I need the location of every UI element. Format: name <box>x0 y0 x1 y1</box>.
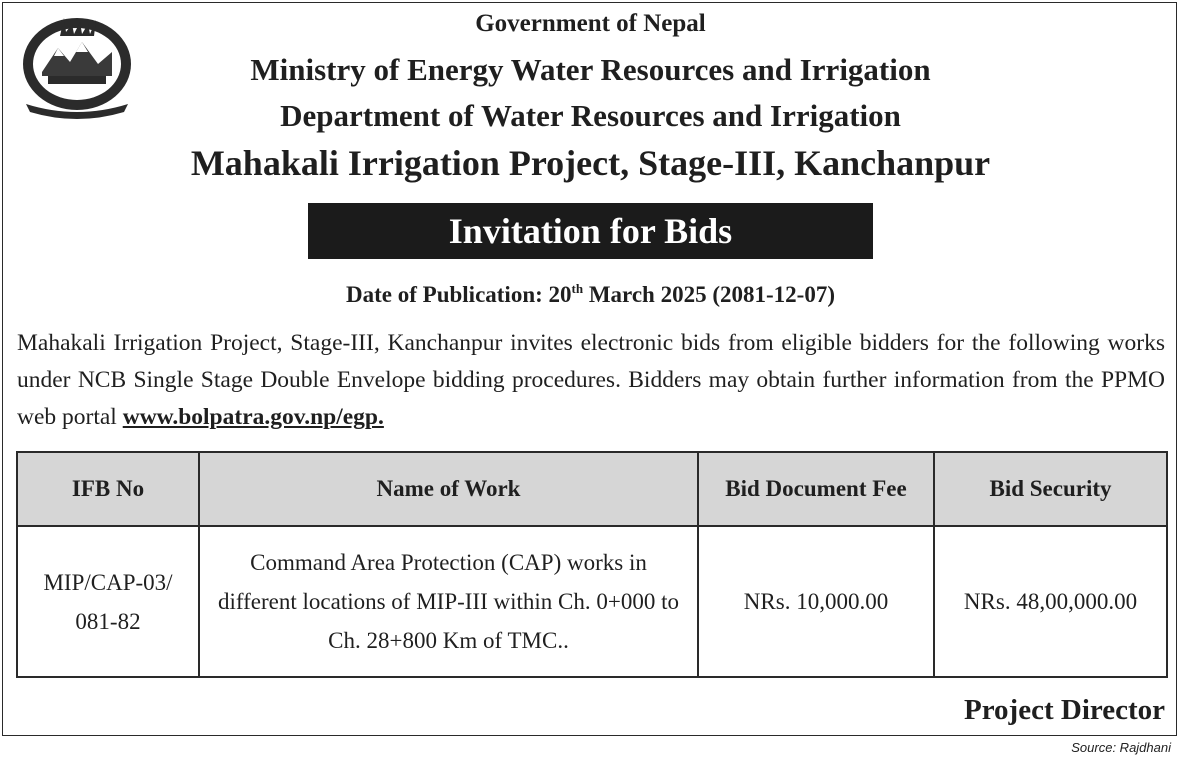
cell-name-of-work: Command Area Protection (CAP) works in different locations of MIP-III within Ch. 0+000 to Ch. 28+800 Km of TMC.. <box>199 526 698 677</box>
publication-date <box>0 282 1181 308</box>
portal-link[interactable]: www.bolpatra.gov.np/egp. <box>122 404 384 430</box>
cell-ifb-no: MIP/CAP-03/ 081-82 <box>17 526 199 677</box>
publication-date-rest: March 2025 (2081-12-07) <box>583 282 835 307</box>
header-bid-document-fee: Bid Document Fee <box>698 452 934 526</box>
header-ifb-no: IFB No <box>17 452 199 526</box>
publication-date-suffix: th <box>571 281 584 296</box>
table-header-row <box>17 452 1167 526</box>
government-heading: Government of Nepal <box>475 10 706 37</box>
header-bid-security: Bid Security <box>934 452 1167 526</box>
signatory: Project Director <box>964 694 1165 726</box>
bid-table <box>16 451 1168 678</box>
cell-bid-document-fee: NRs. 10,000.00 <box>698 526 934 677</box>
notice-title: Invitation for Bids <box>308 203 873 259</box>
project-heading: Mahakali Irrigation Project, Stage-III, Kanchanpur <box>190 143 991 183</box>
table-row <box>17 526 1167 677</box>
cell-bid-security: NRs. 48,00,000.00 <box>934 526 1167 677</box>
ministry-heading: Ministry of Energy Water Resources and Irrigation <box>250 52 931 87</box>
intro-paragraph <box>17 325 1165 436</box>
publication-label: Date of Publication: 20 <box>346 282 572 307</box>
source-credit: Source: Rajdhani <box>1071 740 1171 755</box>
header-name-of-work: Name of Work <box>199 452 698 526</box>
intro-text: Mahakali Irrigation Project, Stage-III, Kanchanpur invites electronic bids from eligible bidders for the following works under NCB Single Stage Double Envelope bidding procedures. Bidders may obtain further information from the PPMO web portal <box>17 330 1165 430</box>
department-heading: Department of Water Resources and Irrigation <box>280 98 901 133</box>
